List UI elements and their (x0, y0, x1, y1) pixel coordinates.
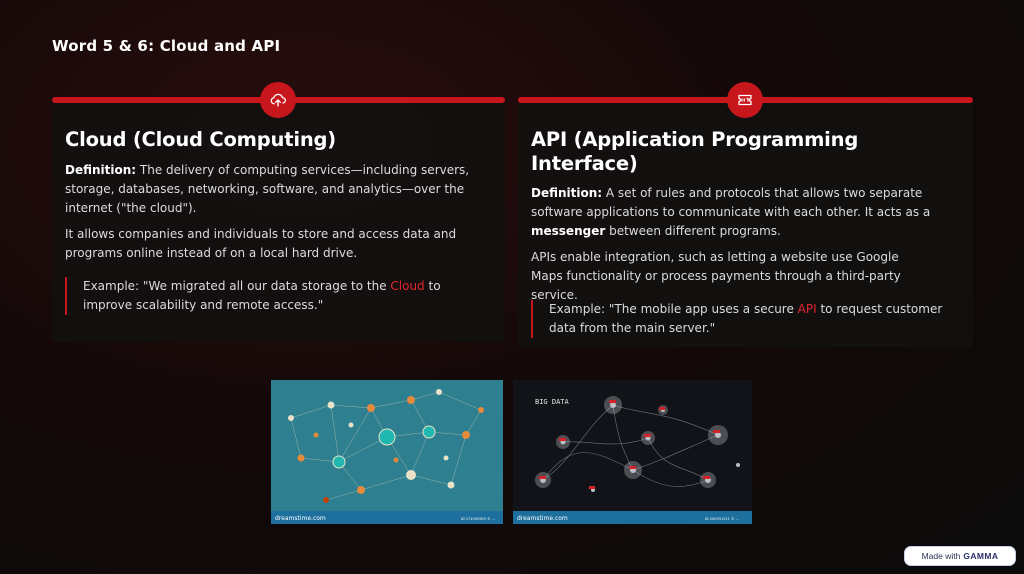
api-definition (531, 184, 961, 241)
cloud-definition (65, 161, 495, 218)
api-def-bold: messenger (531, 224, 606, 238)
cloud-def-label: Definition: (65, 163, 137, 177)
api-def-label: Definition: (531, 186, 603, 200)
network-image (271, 380, 503, 524)
cloud-example-pre: Example: "We migrated all our data storage to the (83, 279, 391, 293)
made-with-gamma-badge[interactable] (904, 546, 1016, 566)
cloud-card (52, 97, 505, 342)
api-title: API (Application Programming Interface) (531, 128, 859, 175)
cloud-example-highlight: Cloud (390, 279, 425, 293)
made-with-text: Made with (921, 551, 961, 561)
api-ticket-icon (727, 82, 763, 118)
api-paragraph: APIs enable integration, such as letting a website use Google Maps functionality or process payments through a third-party service. (531, 250, 901, 302)
gamma-brand: GAMMA (963, 551, 999, 561)
cloud-upload-icon (260, 82, 296, 118)
api-example (531, 300, 959, 338)
left-watermark: dreamstime.com (275, 515, 326, 522)
api-card (518, 97, 973, 347)
api-example-highlight: API (797, 302, 817, 316)
cloud-example (65, 277, 468, 315)
api-def-text-1: A set of rules and protocols that allows two separate software applications to communicate with each other. It acts as a (531, 186, 931, 219)
api-example-post: to request customer data from the main server." (549, 302, 943, 335)
cloud-title: Cloud (Cloud Computing) (65, 128, 336, 151)
big-data-label: BIG DATA (535, 398, 569, 406)
cloud-def-text: The delivery of computing services—including servers, storage, databases, networking, software, and analytics—over the internet ("the cloud"). (65, 163, 470, 215)
right-image-id: ID 200331211 © ... (705, 517, 739, 521)
api-def-text-2: between different programs. (605, 224, 781, 238)
big-data-image (513, 380, 752, 524)
cloud-example-post: to improve scalability and remote access." (83, 279, 441, 312)
api-example-pre: Example: "The mobile app uses a secure (549, 302, 798, 316)
right-watermark: dreamstime.com (517, 515, 568, 522)
left-image-id: ID 171902903 © ... (461, 517, 495, 521)
cloud-paragraph: It allows companies and individuals to store and access data and programs online instead of on a local hard drive. (65, 227, 457, 260)
slide-title: Word 5 & 6: Cloud and API (52, 37, 281, 55)
